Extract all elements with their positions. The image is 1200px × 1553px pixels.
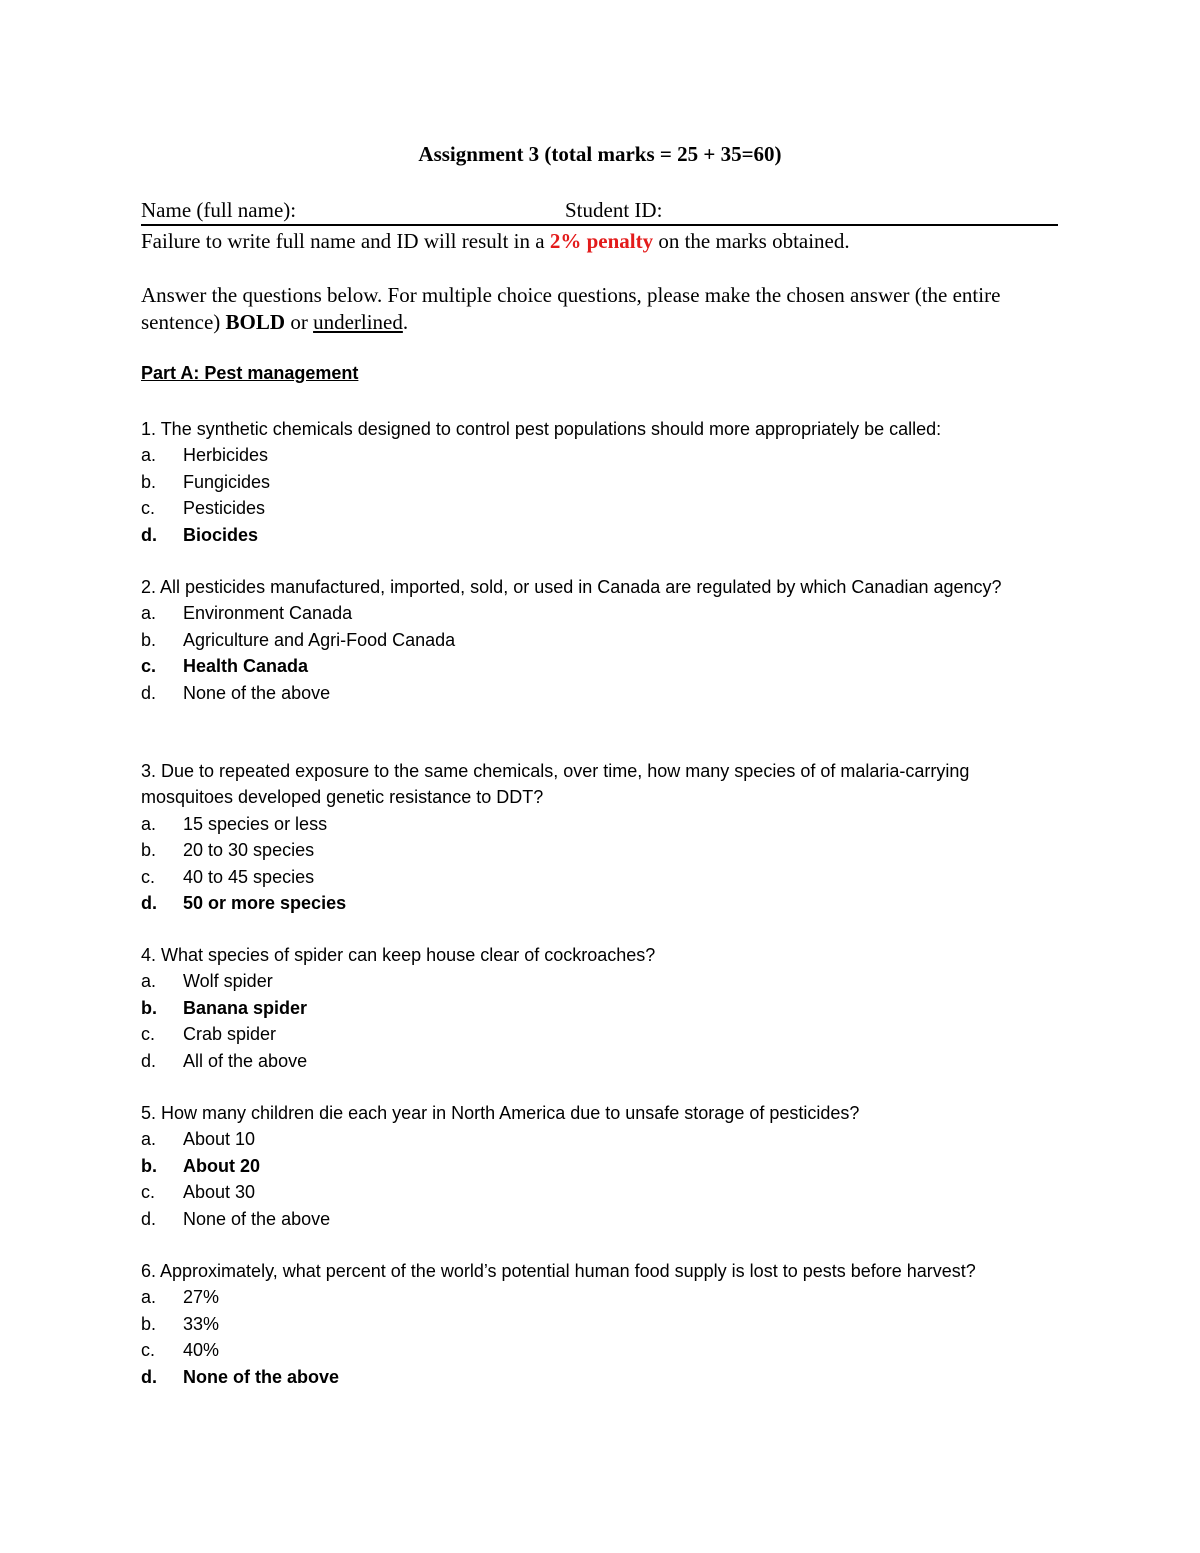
option-c-selected[interactable] bbox=[141, 653, 1061, 679]
option-letter: b. bbox=[141, 1155, 157, 1176]
option-letter: a. bbox=[141, 813, 157, 834]
penalty-prefix: Failure to write full name and ID will result in a bbox=[141, 229, 550, 253]
instructions-bold-word: BOLD bbox=[225, 310, 286, 334]
question-text: What species of spider can keep house clear of cockroaches? bbox=[156, 945, 656, 965]
option-c[interactable] bbox=[141, 1179, 1061, 1205]
question-number: 1. bbox=[141, 419, 157, 439]
option-b-selected[interactable] bbox=[141, 995, 1061, 1021]
option-b[interactable] bbox=[141, 469, 1061, 495]
penalty-notice bbox=[141, 229, 850, 254]
instructions-text: Answer the questions below. For multiple choice questions, please make the chosen answer (the entire sentence) bbox=[141, 283, 1001, 334]
option-letter: a. bbox=[141, 603, 157, 624]
identity-line bbox=[141, 196, 1058, 226]
option-letter: b. bbox=[141, 629, 157, 650]
option-a[interactable] bbox=[141, 1284, 1061, 1310]
question-stem bbox=[141, 416, 1061, 442]
option-letter: d. bbox=[141, 524, 157, 545]
option-text: 15 species or less bbox=[183, 813, 328, 834]
option-text: Environment Canada bbox=[183, 603, 353, 624]
question-stem bbox=[141, 574, 1061, 600]
option-letter: c. bbox=[141, 1024, 156, 1045]
question-3 bbox=[141, 758, 1061, 916]
question-stem bbox=[141, 1100, 1061, 1126]
option-d-selected[interactable] bbox=[141, 1364, 1061, 1390]
name-label: Name (full name): bbox=[141, 198, 297, 222]
question-stem bbox=[141, 1258, 1061, 1284]
instructions-underlined-word: underlined bbox=[313, 310, 403, 334]
option-text: Herbicides bbox=[183, 445, 269, 466]
penalty-highlight: 2% penalty bbox=[549, 229, 654, 253]
option-letter: b. bbox=[141, 1313, 157, 1334]
option-letter: a. bbox=[141, 1287, 157, 1308]
option-c[interactable] bbox=[141, 1337, 1061, 1363]
question-text: Due to repeated exposure to the same chemicals, over time, how many species of of malaria-carrying mosquitoes developed genetic resistance to DDT? bbox=[141, 761, 970, 808]
option-text: Pesticides bbox=[183, 498, 266, 519]
option-a[interactable] bbox=[141, 968, 1061, 994]
option-d[interactable] bbox=[141, 680, 1061, 706]
option-d-selected[interactable] bbox=[141, 522, 1061, 548]
option-text: None of the above bbox=[183, 1208, 331, 1229]
option-letter: c. bbox=[141, 866, 156, 887]
option-b[interactable] bbox=[141, 837, 1061, 863]
option-a[interactable] bbox=[141, 811, 1061, 837]
option-letter: c. bbox=[141, 498, 156, 519]
option-c[interactable] bbox=[141, 1021, 1061, 1047]
option-a[interactable] bbox=[141, 442, 1061, 468]
option-d-selected[interactable] bbox=[141, 890, 1061, 916]
page-title: Assignment 3 (total marks = 25 + 35=60) bbox=[418, 142, 782, 166]
option-letter: a. bbox=[141, 971, 157, 992]
option-text: Agriculture and Agri-Food Canada bbox=[183, 629, 456, 650]
option-text: 33% bbox=[183, 1313, 220, 1334]
option-letter: a. bbox=[141, 445, 157, 466]
question-text: The synthetic chemicals designed to control pest populations should more appropriately be called: bbox=[156, 419, 942, 439]
option-a[interactable] bbox=[141, 600, 1061, 626]
option-text: 20 to 30 species bbox=[183, 840, 315, 861]
option-d[interactable] bbox=[141, 1206, 1061, 1232]
option-letter: b. bbox=[141, 840, 157, 861]
option-d[interactable] bbox=[141, 1048, 1061, 1074]
question-text: How many children die each year in North America due to unsafe storage of pesticides? bbox=[156, 1103, 860, 1123]
option-text: Crab spider bbox=[183, 1024, 277, 1045]
option-b[interactable] bbox=[141, 627, 1061, 653]
option-letter: d. bbox=[141, 1050, 157, 1071]
instructions-or: or bbox=[285, 310, 314, 334]
question-number: 5. bbox=[141, 1103, 157, 1123]
question-stem bbox=[141, 758, 1061, 811]
option-letter: a. bbox=[141, 1129, 157, 1150]
option-b-selected[interactable] bbox=[141, 1153, 1061, 1179]
option-b[interactable] bbox=[141, 1311, 1061, 1337]
option-letter: c. bbox=[141, 1182, 156, 1203]
option-text: Health Canada bbox=[183, 656, 309, 677]
section-heading: Part A: Pest management bbox=[141, 363, 359, 383]
question-number: 3. bbox=[141, 761, 157, 781]
option-c[interactable] bbox=[141, 864, 1061, 890]
question-6 bbox=[141, 1258, 1061, 1390]
option-text: 50 or more species bbox=[183, 892, 347, 913]
option-text: 40 to 45 species bbox=[183, 866, 315, 887]
option-letter: b. bbox=[141, 997, 157, 1018]
option-a[interactable] bbox=[141, 1126, 1061, 1152]
question-text: All pesticides manufactured, imported, sold, or used in Canada are regulated by which Canadian agency? bbox=[156, 577, 1002, 597]
option-text: None of the above bbox=[183, 682, 331, 703]
question-number: 2. bbox=[141, 577, 157, 597]
question-2 bbox=[141, 574, 1061, 706]
option-text: About 30 bbox=[183, 1182, 256, 1203]
option-letter: d. bbox=[141, 892, 157, 913]
option-text: About 20 bbox=[183, 1155, 261, 1176]
option-text: Banana spider bbox=[183, 997, 308, 1018]
option-letter: d. bbox=[141, 1366, 157, 1387]
question-1 bbox=[141, 416, 1061, 548]
option-text: All of the above bbox=[183, 1050, 308, 1071]
instructions-end: . bbox=[402, 310, 409, 334]
option-letter: c. bbox=[141, 656, 157, 677]
option-letter: b. bbox=[141, 471, 157, 492]
option-text: None of the above bbox=[183, 1366, 340, 1387]
question-text: Approximately, what percent of the world’s potential human food supply is lost to pests before harvest? bbox=[156, 1261, 976, 1281]
penalty-suffix: on the marks obtained. bbox=[653, 229, 850, 253]
option-letter: c. bbox=[141, 1340, 156, 1361]
option-letter: d. bbox=[141, 682, 157, 703]
option-letter: d. bbox=[141, 1208, 157, 1229]
question-number: 6. bbox=[141, 1261, 157, 1281]
option-text: Wolf spider bbox=[183, 971, 273, 992]
option-text: 40% bbox=[183, 1340, 220, 1361]
question-5 bbox=[141, 1100, 1061, 1232]
option-text: Fungicides bbox=[183, 471, 271, 492]
question-number: 4. bbox=[141, 945, 157, 965]
option-text: Biocides bbox=[183, 524, 259, 545]
student-id-label: Student ID: bbox=[565, 198, 663, 222]
option-text: 27% bbox=[183, 1287, 220, 1308]
instructions bbox=[141, 282, 1071, 336]
option-c[interactable] bbox=[141, 495, 1061, 521]
option-text: About 10 bbox=[183, 1129, 256, 1150]
question-4 bbox=[141, 942, 1061, 1074]
question-stem bbox=[141, 942, 1061, 968]
